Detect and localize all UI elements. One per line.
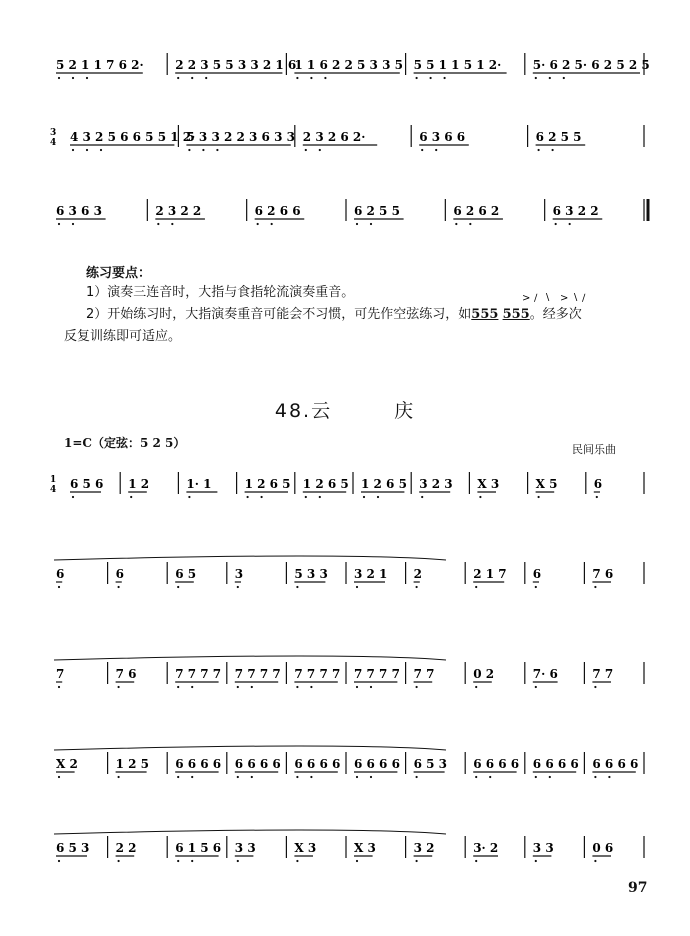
octave-dot [58, 77, 60, 79]
slur [54, 556, 446, 560]
octave-dot [271, 223, 273, 225]
measure-notes: 6 6 6 6 [175, 757, 222, 771]
octave-dot [469, 223, 471, 225]
octave-dot [356, 776, 358, 778]
measure-notes: 7 7 [413, 667, 435, 681]
octave-dot [538, 496, 540, 498]
svg-text:∖: ∖ [544, 293, 551, 304]
measure-notes: 5 3 3 [294, 567, 328, 581]
octave-dot [421, 149, 423, 151]
measure-notes: 5 3 3 2 2 3 6 3 3 [186, 130, 295, 144]
measure-notes: 6 5 3 [413, 757, 448, 771]
octave-dot [489, 776, 491, 778]
octave-dot [535, 686, 537, 688]
practice-tip-2-text-b: 。经多次 [529, 307, 582, 322]
practice-tip-2-example-1: 555 [471, 307, 499, 322]
octave-dot [370, 776, 372, 778]
measure-notes: 1· 1 [186, 477, 212, 491]
time-signature-top: 1 [50, 475, 57, 485]
octave-dot [563, 77, 565, 79]
octave-dot [296, 686, 298, 688]
measure-notes: 2 3 2 6 2· [302, 130, 366, 144]
octave-dot [310, 776, 312, 778]
measure-notes: 6 [115, 567, 124, 581]
octave-dot [58, 860, 60, 862]
octave-dot [191, 686, 193, 688]
octave-dot [444, 77, 446, 79]
octave-dot [58, 223, 60, 225]
measure-notes: 2 2 [115, 841, 137, 855]
slur [54, 656, 446, 660]
score-line-7-notes [0, 746, 690, 794]
practice-tip-2-continuation [64, 326, 181, 348]
octave-dot [305, 496, 307, 498]
measure-notes: 1 2 [128, 477, 150, 491]
octave-dot [251, 686, 253, 688]
score-line-5-notes [0, 556, 690, 604]
octave-dot [421, 496, 423, 498]
measure-notes: 3 2 [413, 841, 435, 855]
octave-dot [370, 223, 372, 225]
measure-notes: 1 2 6 5 [361, 477, 407, 491]
octave-dot [535, 860, 537, 862]
octave-dot [552, 149, 554, 151]
measure-notes: 6 6 6 6 [592, 757, 639, 771]
octave-dot [324, 77, 326, 79]
measure-notes: 1 1 6 2 2 5 3 3 5 [294, 58, 403, 72]
octave-dot [455, 223, 457, 225]
octave-dot [72, 223, 74, 225]
measure-notes: 6 3 6 6 [419, 130, 466, 144]
measure-notes: 6 6 6 6 [354, 757, 400, 771]
svg-text:>: > [522, 293, 531, 304]
octave-dot [535, 776, 537, 778]
time-signature-bottom: 4 [50, 138, 57, 148]
octave-dot [202, 149, 204, 151]
time-signature-top: 3 [50, 128, 57, 138]
octave-dot [177, 776, 179, 778]
measure-notes: 1 2 6 5 [302, 477, 349, 491]
measure-notes: 6 2 5 5 [535, 130, 582, 144]
score-line-5 [0, 556, 690, 596]
octave-dot [261, 496, 263, 498]
octave-dot [356, 686, 358, 688]
piece-title-part-1: 48.云 [274, 400, 333, 422]
measure-notes: 3 3 [532, 841, 554, 855]
octave-dot [188, 496, 190, 498]
octave-dot [296, 586, 298, 588]
octave-dot [363, 496, 365, 498]
octave-dot [430, 77, 432, 79]
octave-dot [171, 223, 173, 225]
octave-dot [237, 686, 239, 688]
measure-notes: 6 6 6 6 [532, 757, 579, 771]
octave-dot [191, 776, 193, 778]
measure-notes: 6 1 5 6 [175, 841, 222, 855]
octave-dot [118, 776, 120, 778]
practice-tips-heading: 练习要点： [86, 266, 152, 281]
measure-notes: 6 5 [175, 567, 197, 581]
octave-dot [296, 860, 298, 862]
octave-dot [72, 496, 74, 498]
octave-dot [191, 77, 193, 79]
measure-notes: 5 5 1 1 5 1 2· [413, 58, 502, 72]
octave-dot [177, 860, 179, 862]
measure-notes: 7 [56, 667, 65, 681]
octave-dot [58, 686, 60, 688]
measure-notes: X 3 [294, 841, 317, 855]
score-line-6 [0, 656, 690, 696]
practice-tip-1 [86, 282, 354, 304]
octave-dot [130, 496, 132, 498]
octave-dot [237, 586, 239, 588]
octave-dot [191, 860, 193, 862]
octave-dot [370, 686, 372, 688]
measure-notes: 2 [413, 567, 422, 581]
octave-dot [608, 776, 610, 778]
score-line-8 [0, 830, 690, 870]
octave-dot [118, 686, 120, 688]
key-signature: 1=C（定弦：5 2 5） [64, 436, 186, 450]
score-line-2 [0, 122, 690, 162]
measure-notes: 0 2 [473, 667, 495, 681]
octave-dot [535, 586, 537, 588]
practice-tip-2-text-a: 2）开始练习时，大指演奏重音可能会不习惯，可先作空弦练习，如 [86, 307, 472, 322]
octave-dot [177, 77, 179, 79]
practice-tip-1-text: 1）演奏三连音时，大指与食指轮流演奏重音。 [86, 285, 355, 300]
octave-dot [535, 77, 537, 79]
svg-text:∕: ∕ [582, 293, 586, 304]
measure-notes: X 5 [535, 477, 558, 491]
octave-dot [555, 223, 557, 225]
practice-tip-2-accent-marks [520, 290, 600, 304]
octave-dot [157, 223, 159, 225]
octave-dot [479, 496, 481, 498]
octave-dot [594, 586, 596, 588]
measure-notes: 6 [532, 567, 542, 581]
measure-notes: 6 6 6 6 [294, 757, 341, 771]
measure-notes: 7 7 [592, 667, 614, 681]
octave-dot [416, 776, 418, 778]
octave-dot [58, 776, 60, 778]
measure-notes: 7 7 7 7 [354, 667, 400, 681]
octave-dot [416, 77, 418, 79]
slur [54, 830, 446, 834]
measure-notes: 3· 2 [473, 841, 499, 855]
measure-notes: X 3 [477, 477, 500, 491]
octave-dot [251, 776, 253, 778]
octave-dot [296, 77, 298, 79]
octave-dot [257, 223, 259, 225]
measure-notes: 6 2 5 5 [354, 204, 400, 218]
octave-dot [118, 860, 120, 862]
piece-title [0, 396, 690, 423]
octave-dot [319, 496, 321, 498]
octave-dot [72, 77, 74, 79]
octave-dot [356, 223, 358, 225]
svg-text:∖: ∖ [572, 293, 579, 304]
octave-dot [569, 223, 571, 225]
score-line-4 [0, 466, 690, 506]
measure-notes: 7 7 7 7 [234, 667, 281, 681]
octave-dot [188, 149, 190, 151]
measure-notes: 6 6 6 6 [473, 757, 520, 771]
measure-notes: 7 7 7 7 [175, 667, 222, 681]
measure-notes: 0 6 [592, 841, 614, 855]
score-line-8-notes [0, 830, 690, 878]
octave-dot [310, 686, 312, 688]
measure-notes: 6 5 6 [70, 477, 104, 491]
octave-dot [247, 496, 249, 498]
octave-dot [216, 149, 218, 151]
octave-dot [475, 776, 477, 778]
measure-notes: 6 3 6 3 [56, 204, 102, 218]
practice-tip-2 [86, 304, 582, 326]
octave-dot [356, 860, 358, 862]
measure-notes: 3 [234, 567, 244, 581]
octave-dot [416, 860, 418, 862]
octave-dot [549, 776, 551, 778]
measure-notes: 7 6 [592, 567, 614, 581]
octave-dot [416, 686, 418, 688]
measure-notes: 2 2 3 5 5 3 3 2 1 6 [175, 58, 297, 72]
octave-dot [596, 496, 598, 498]
measure-notes: X 3 [354, 841, 376, 855]
octave-dot [86, 77, 88, 79]
octave-dot [177, 686, 179, 688]
measure-notes: 2 3 2 2 [155, 204, 202, 218]
measure-notes: 3 2 1 [354, 567, 388, 581]
svg-text:∕: ∕ [534, 293, 538, 304]
octave-dot [475, 586, 477, 588]
octave-dot [296, 776, 298, 778]
measure-notes: 7 6 [115, 667, 137, 681]
measure-notes: 5 2 1 1 7 6 2· [56, 58, 144, 72]
octave-dot [356, 586, 358, 588]
octave-dot [72, 149, 74, 151]
measure-notes: 6 2 6 2 [453, 204, 500, 218]
octave-dot [100, 149, 102, 151]
score-line-2-notes [0, 122, 690, 162]
measure-notes: 6 [593, 477, 603, 491]
octave-dot [86, 149, 88, 151]
measure-notes: 1 2 5 [115, 757, 150, 771]
octave-dot [205, 77, 207, 79]
octave-dot [435, 149, 437, 151]
octave-dot [416, 586, 418, 588]
octave-dot [118, 586, 120, 588]
measure-notes: 6 2 6 6 [254, 204, 301, 218]
octave-dot [377, 496, 379, 498]
measure-notes: X 2 [56, 757, 78, 771]
octave-dot [58, 586, 60, 588]
octave-dot [305, 149, 307, 151]
measure-notes: 1 2 6 5 [244, 477, 291, 491]
measure-notes: 7· 6 [532, 667, 558, 681]
measure-notes: 7 7 7 7 [294, 667, 341, 681]
measure-notes: 3 3 [234, 841, 256, 855]
octave-dot [237, 776, 239, 778]
score-line-1 [0, 50, 690, 90]
measure-notes: 6 6 6 6 [234, 757, 281, 771]
octave-dot [594, 776, 596, 778]
genre-label: 民间乐曲 [572, 443, 616, 456]
octave-dot [475, 686, 477, 688]
octave-dot [538, 149, 540, 151]
score-line-3 [0, 196, 690, 236]
octave-dot [594, 686, 596, 688]
measure-notes: 2 1 7 [473, 567, 507, 581]
page-number: 97 [628, 880, 648, 896]
measure-notes: 6 3 2 2 [552, 204, 599, 218]
score-line-6-notes [0, 656, 690, 704]
practice-tip-2-text-c: 反复训练即可适应。 [64, 329, 182, 344]
measure-notes: 3 2 3 [419, 477, 453, 491]
score-line-4-notes [0, 466, 690, 514]
piece-title-part-2: 庆 [394, 400, 416, 422]
slur [54, 746, 446, 750]
svg-text:>: > [560, 293, 569, 304]
measure-notes: 6 5 3 [56, 841, 90, 855]
octave-dot [237, 860, 239, 862]
octave-dot [475, 860, 477, 862]
measure-notes: 4 3 2 5 6 6 5 5 1 2· [70, 130, 196, 144]
octave-dot [310, 77, 312, 79]
score-line-1-notes [0, 50, 690, 90]
score-line-3-notes [0, 196, 690, 236]
octave-dot [594, 860, 596, 862]
practice-tip-2-example-2: 555 [502, 307, 530, 322]
octave-dot [177, 586, 179, 588]
score-line-7 [0, 746, 690, 786]
octave-dot [549, 77, 551, 79]
measure-notes: 5· 6 2 5· 6 2 5 2 5 [532, 58, 650, 72]
measure-notes: 6 [56, 567, 65, 581]
time-signature-bottom: 4 [50, 485, 57, 495]
octave-dot [319, 149, 321, 151]
